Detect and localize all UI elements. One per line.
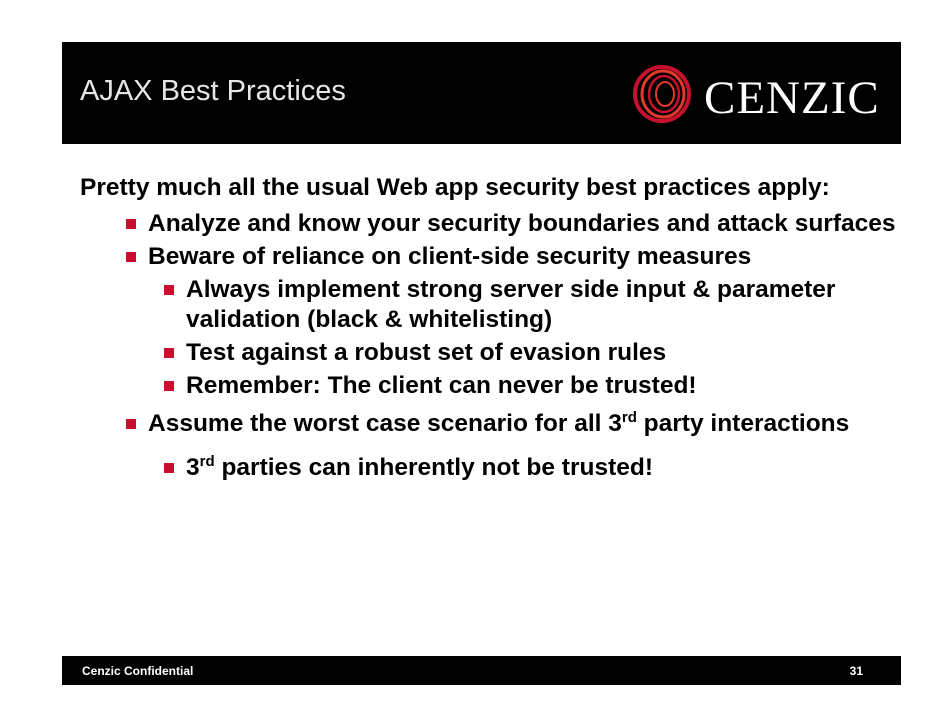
cenzic-logo <box>632 58 892 128</box>
bullet-icon <box>164 285 174 295</box>
footer-bar <box>62 656 901 685</box>
bullet-icon <box>126 252 136 262</box>
sub-bullet-item <box>186 275 900 335</box>
bullet-text: Beware of reliance on client-side security measures <box>148 243 752 270</box>
bullet-text: parties can inherently not be trusted! <box>214 454 653 481</box>
intro-text: Pretty much all the usual Web app security best practices apply: <box>80 174 830 201</box>
bullet-item <box>148 409 900 439</box>
bullet-icon <box>164 463 174 473</box>
bullet-text: Remember: The client can never be trusted! <box>186 372 697 399</box>
bullet-text: party interactions <box>636 410 850 437</box>
sub-bullet-item <box>186 371 900 401</box>
slide-title: AJAX Best Practices <box>80 75 346 107</box>
superscript: rd <box>199 452 215 470</box>
sub-bullet-item <box>186 453 900 483</box>
bullet-list <box>80 209 900 483</box>
bullet-item <box>148 242 900 272</box>
logo-rings-icon <box>632 64 694 124</box>
bullet-text: Assume the worst case scenario for all 3 <box>148 410 622 437</box>
bullet-icon <box>126 419 136 429</box>
logo-wordmark: CENZIC <box>704 72 880 124</box>
footer-confidential: Cenzic Confidential <box>82 664 194 678</box>
bullet-text: 3 <box>186 454 200 481</box>
bullet-text: Analyze and know your security boundaries and attack surfaces <box>148 210 896 237</box>
bullet-text: Always implement strong server side input & parameter validation (black & whitelisting) <box>186 276 836 333</box>
bullet-icon <box>164 348 174 358</box>
bullet-item <box>148 209 900 239</box>
bullet-icon <box>164 381 174 391</box>
superscript: rd <box>621 408 637 426</box>
bullet-text: Test against a robust set of evasion rules <box>186 339 667 366</box>
page-number: 31 <box>849 664 863 678</box>
sub-bullet-item <box>186 338 900 368</box>
slide-body <box>80 170 900 483</box>
bullet-icon <box>126 219 136 229</box>
title-bar <box>62 42 901 144</box>
